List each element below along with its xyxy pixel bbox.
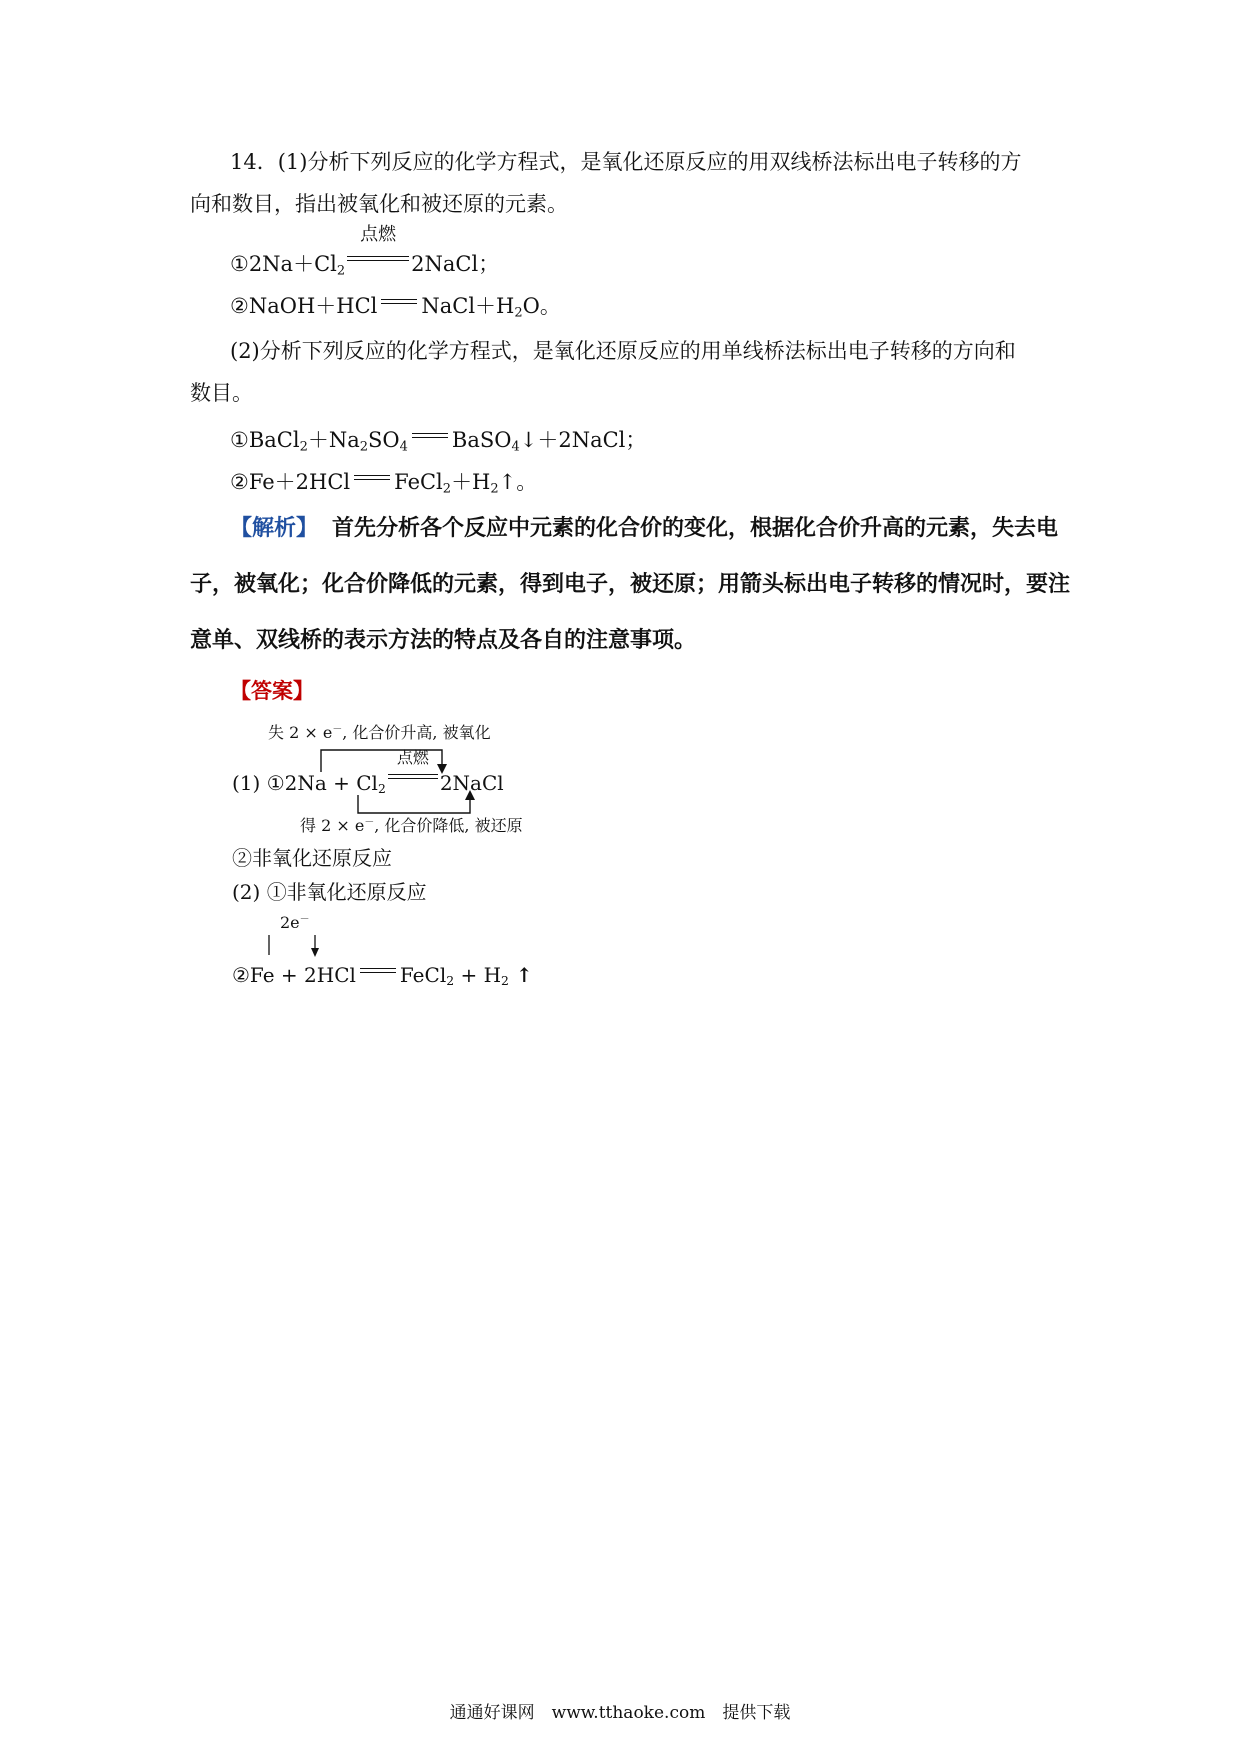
question-14-line-2: 向和数目，指出被氧化和被还原的元素。 bbox=[190, 192, 568, 216]
question-14-part2-line-2: 数目。 bbox=[190, 381, 253, 405]
question-14-part2-line-1: (2)分析下列反应的化学方程式，是氧化还原反应的用单线桥法标出电子转移的方向和 bbox=[230, 339, 1016, 363]
reaction-condition: 点燃 bbox=[345, 250, 411, 271]
analysis-line-1: 【解析】 首先分析各个反应中元素的化合价的变化，根据化合价升高的元素，失去电 bbox=[230, 515, 1059, 541]
analysis-line-2: 子，被氧化；化合价降低的元素，得到电子，被还原；用箭头标出电子转移的情况时，要注 bbox=[190, 571, 1071, 597]
reaction-condition: 点燃 bbox=[386, 770, 440, 790]
equals-sign bbox=[356, 962, 400, 982]
analysis-label: 【解析】 bbox=[230, 515, 319, 541]
footer-credit: 通通好课网 www.tthaoke.com 提供下载 bbox=[449, 1703, 791, 1723]
answer-label: 【答案】 bbox=[230, 678, 314, 703]
answer-1-1-equation: (1) ①2Na + $Cl_2$ 点燃 2NaCl bbox=[232, 748, 504, 797]
equation-4: ②Fe＋2HCl $FeCl_2+H_2↑$。 bbox=[230, 470, 538, 497]
answer-2-2-equation: ②Fe + 2HCl FeCl$_2$ + $H_2$ ↑ bbox=[232, 963, 533, 989]
equation-1: $①2Na+Cl_2$ 点燃 2NaCl； bbox=[230, 224, 500, 279]
question-number: 14． bbox=[230, 150, 278, 174]
electron-transfer-label: 2e－ bbox=[280, 913, 310, 932]
answer-2-1: (2) ①非氧化还原反应 bbox=[232, 880, 427, 904]
question-14-line-1: 14．(1)分析下列反应的化学方程式，是氧化还原反应的用双线桥法标出电子转移的方 bbox=[230, 150, 1022, 174]
equation-3: $①BaCl_2+Na_2SO_4$ BaSO$_4$↓＋2NaCl； bbox=[230, 428, 647, 455]
gain-electron-label: 得 2 × e－, 化合价降低, 被还原 bbox=[300, 816, 523, 835]
analysis-line-3: 意单、双线桥的表示方法的特点及各自的注意事项。 bbox=[190, 627, 697, 653]
lose-electron-label: 失 2 × e－, 化合价升高, 被氧化 bbox=[268, 723, 491, 742]
answer-1-2: ②非氧化还原反应 bbox=[232, 846, 392, 870]
equation-2: ②NaOH＋HCl $NaCl+H_2O$。 bbox=[230, 294, 561, 321]
